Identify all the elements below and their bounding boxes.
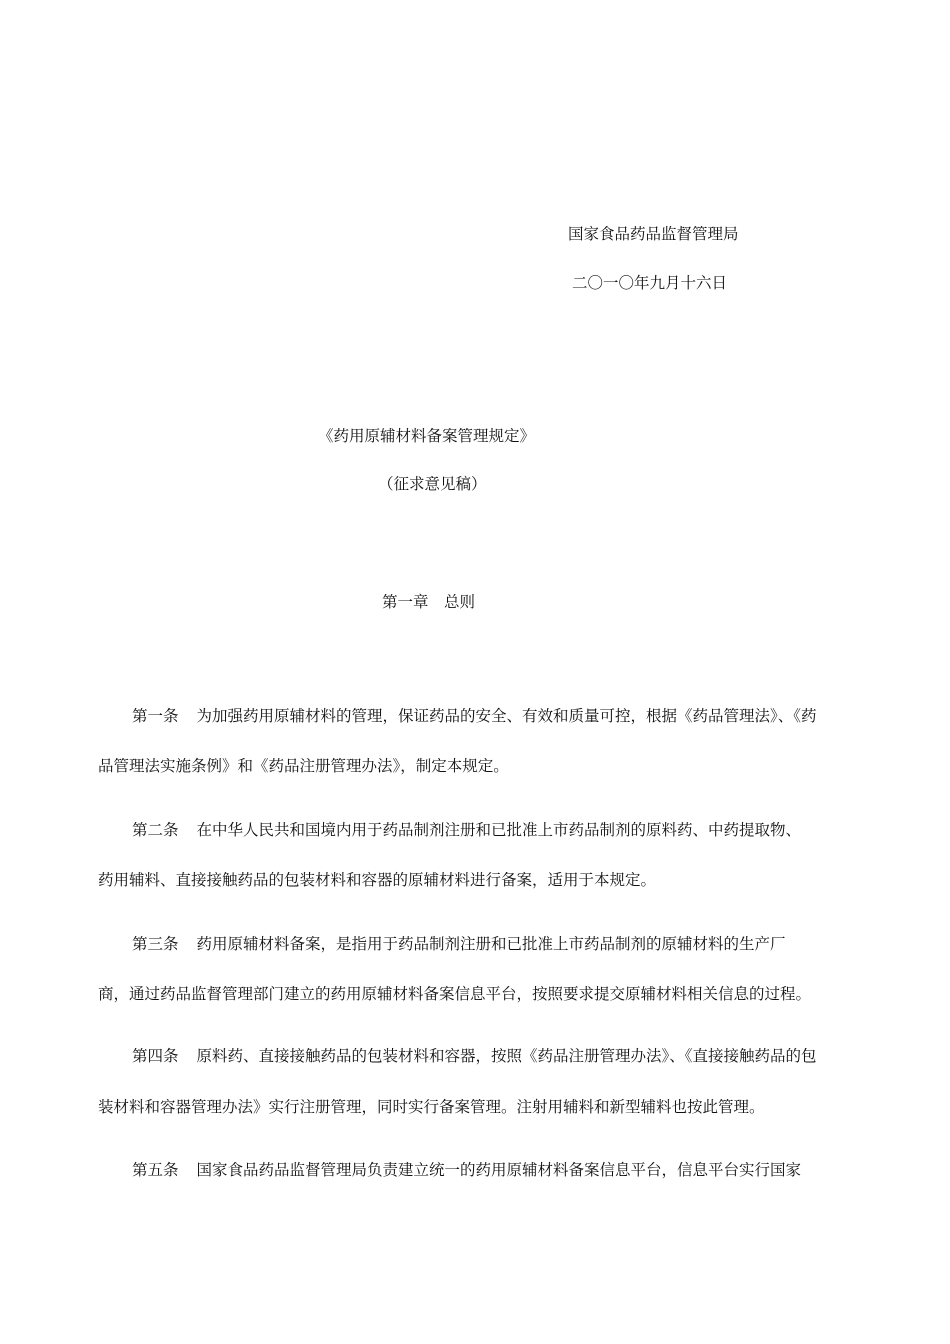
article-4-text-1: 原料药、直接接触药品的包装材料和容器，按照《药品注册管理办法》、《直接接触药品的包 — [196, 1047, 817, 1065]
chapter-heading: 第一章 总则 — [382, 593, 476, 611]
article-1-text-1: 为加强药用原辅材料的管理，保证药品的安全、有效和质量可控，根据《药品管理法》、《药 — [196, 707, 817, 725]
article-3-line-1 — [98, 934, 854, 954]
article-4-number: 第四条 — [132, 1047, 179, 1065]
article-3-line-2: 商，通过药品监督管理部门建立的药用原辅材料备案信息平台，按照要求提交原辅材料相关信息的过程。 — [98, 985, 812, 1003]
article-4-line-2: 装材料和容器管理办法》实行注册管理，同时实行备案管理。注射用辅料和新型辅料也按此管理。 — [98, 1098, 765, 1116]
article-5-number: 第五条 — [132, 1161, 179, 1179]
document-title: 《药用原辅材料备案管理规定》 — [318, 427, 536, 445]
article-2-line-2: 药用辅料、直接接触药品的包装材料和容器的原辅材料进行备案，适用于本规定。 — [98, 871, 657, 889]
article-4-line-1 — [98, 1046, 854, 1066]
document-subtitle: （征求意见稿） — [378, 475, 487, 493]
article-3-number: 第三条 — [132, 935, 179, 953]
article-5-text-1: 国家食品药品监督管理局负责建立统一的药用原辅材料备案信息平台，信息平台实行国家 — [196, 1161, 802, 1179]
issue-date: 二〇一〇年九月十六日 — [572, 274, 728, 292]
article-2-line-1 — [98, 820, 854, 840]
article-2-number: 第二条 — [132, 821, 179, 839]
issuer-name: 国家食品药品监督管理局 — [568, 225, 739, 243]
article-5-line-1 — [98, 1160, 854, 1180]
article-1-number: 第一条 — [132, 707, 179, 725]
article-2-text-1: 在中华人民共和国境内用于药品制剂注册和已批准上市药品制剂的原料药、中药提取物、 — [196, 821, 802, 839]
article-1-line-1 — [98, 706, 854, 726]
article-3-text-1: 药用原辅材料备案，是指用于药品制剂注册和已批准上市药品制剂的原辅材料的生产厂 — [196, 935, 786, 953]
article-1-line-2: 品管理法实施条例》和《药品注册管理办法》，制定本规定。 — [98, 757, 509, 775]
